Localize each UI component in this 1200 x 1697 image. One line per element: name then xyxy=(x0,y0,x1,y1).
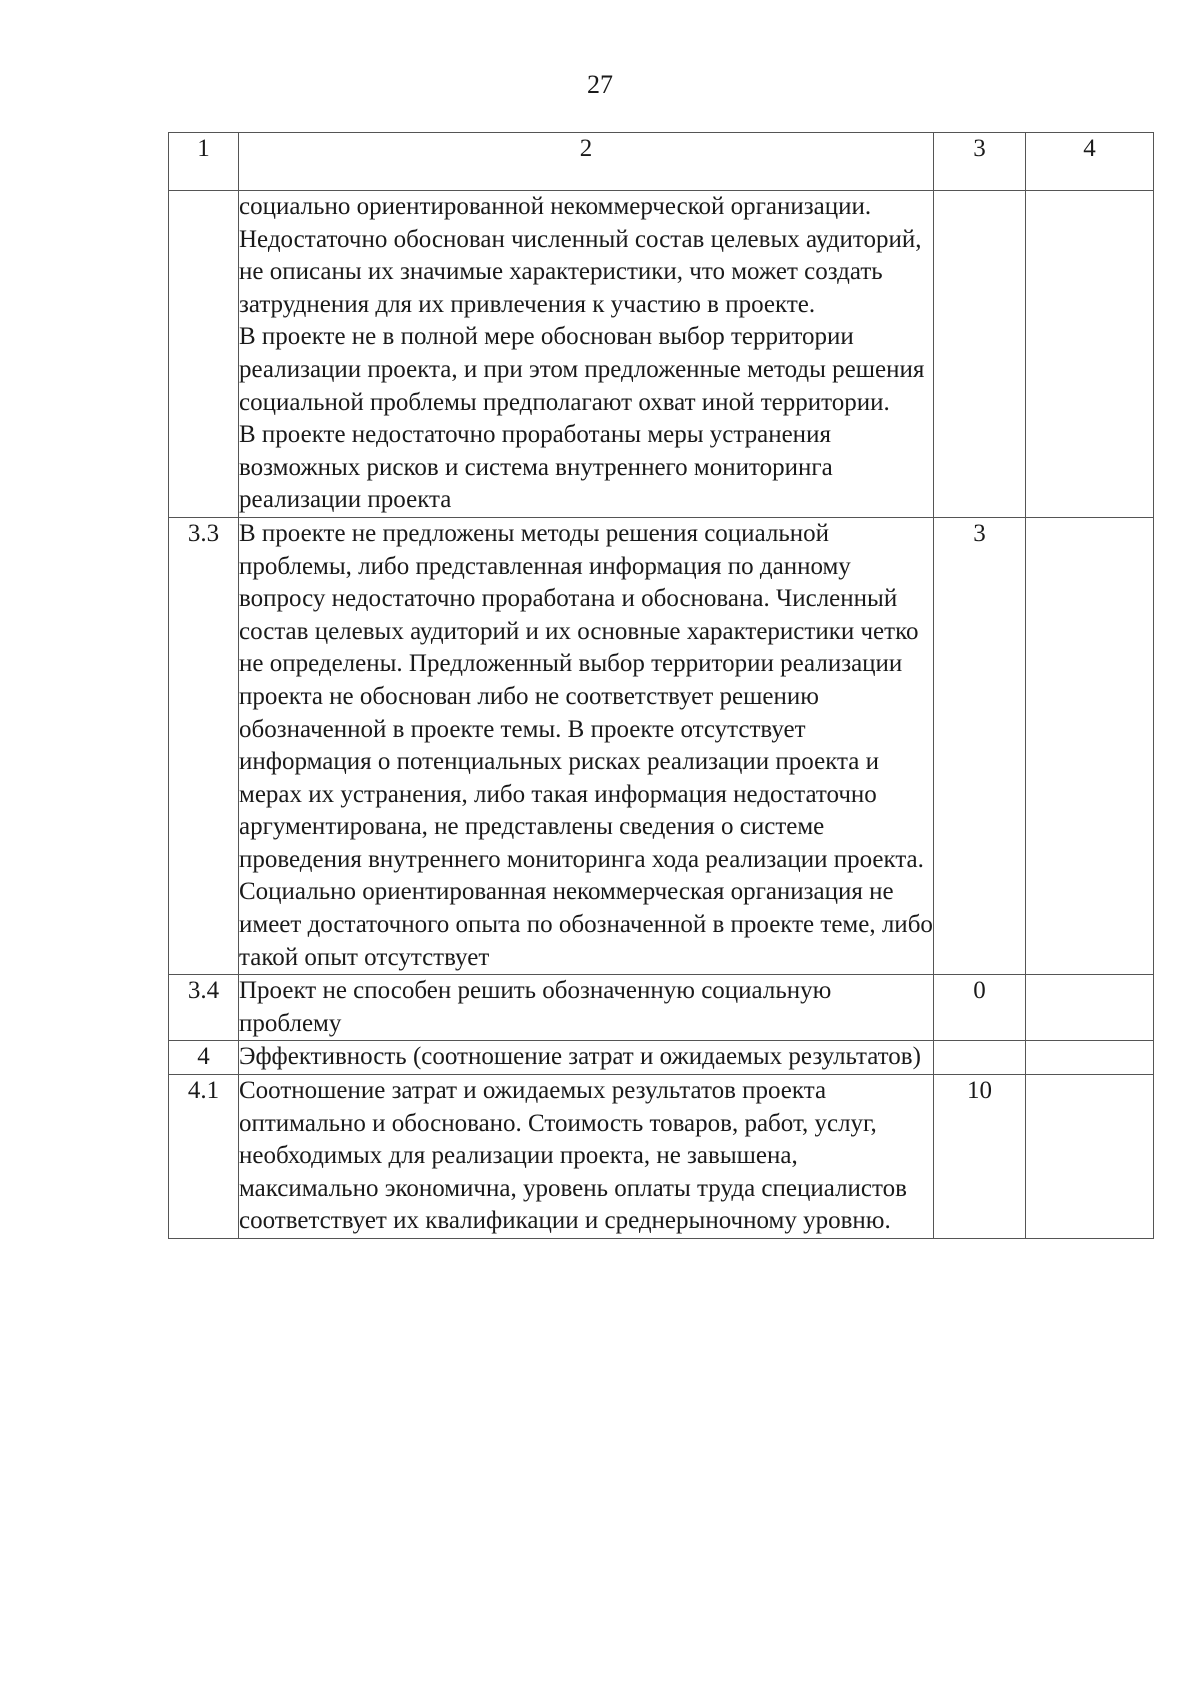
header-cell-3: 3 xyxy=(934,133,1026,191)
table-row xyxy=(169,1041,1154,1075)
row-number: 4.1 xyxy=(169,1075,239,1239)
row-description xyxy=(239,517,934,974)
row-col4 xyxy=(1026,191,1154,518)
row-description xyxy=(239,975,934,1041)
table-header-row xyxy=(169,133,1154,191)
table-row xyxy=(169,975,1154,1041)
row-col4 xyxy=(1026,517,1154,974)
table-row xyxy=(169,1075,1154,1239)
row-score: 3 xyxy=(934,517,1026,974)
description-paragraph: Социально ориентированная некоммерческая организация не имеет достаточного опыта по обозначенной в проекте теме, либо такой опыт отсутствует xyxy=(239,878,933,971)
header-cell-4: 4 xyxy=(1026,133,1154,191)
row-description xyxy=(239,1075,934,1239)
description-paragraph: В проекте не в полной мере обоснован выбор территории реализации проекта, и при этом предложенные методы решения социальной проблемы предполагают охват иной территории. xyxy=(239,323,925,416)
header-cell-2: 2 xyxy=(239,133,934,191)
criteria-table xyxy=(168,132,1154,1239)
description-paragraph: В проекте не предложены методы решения социальной проблемы, либо представленная информация по данному вопросу недостаточно проработана и обоснована. Численный состав целевых аудиторий и их основные характеристики четко не определены. Предложенный выбор территории реализации проекта не обоснован либо не соответствует решению обозначенной в проекте темы. В проекте отсутствует информация о потенциальных рисках реализации проекта и мерах их устранения, либо такая информация недостаточно аргументирована, не представлены сведения о системе проведения внутреннего мониторинга хода реализации проекта. xyxy=(239,519,924,873)
row-col4 xyxy=(1026,1041,1154,1075)
description-paragraph: Проект не способен решить обозначенную социальную проблему xyxy=(239,977,832,1037)
row-score: 10 xyxy=(934,1075,1026,1239)
table-row xyxy=(169,517,1154,974)
row-col4 xyxy=(1026,1075,1154,1239)
row-description xyxy=(239,191,934,518)
row-number xyxy=(169,191,239,518)
description-paragraph: социально ориентированной некоммерческой организации. Недостаточно обоснован численный состав целевых аудиторий, не описаны их значимые характеристики, что может создать затруднения для их привлечения к участию в проекте. xyxy=(239,193,922,318)
row-score xyxy=(934,191,1026,518)
row-description xyxy=(239,1041,934,1075)
table-row xyxy=(169,191,1154,518)
header-cell-1: 1 xyxy=(169,133,239,191)
row-number: 4 xyxy=(169,1041,239,1075)
row-score: 0 xyxy=(934,975,1026,1041)
description-paragraph: В проекте недостаточно проработаны меры устранения возможных рисков и система внутреннего мониторинга реализации проекта xyxy=(239,421,833,514)
page-number: 27 xyxy=(587,70,613,99)
description-paragraph: Соотношение затрат и ожидаемых результатов проекта оптимально и обосновано. Стоимость товаров, работ, услуг, необходимых для реализации проекта, не завышена, максимально экономична, уровень оплаты труда специалистов соответствует их квалификации и среднерыночному уровню. xyxy=(239,1077,907,1235)
row-number: 3.3 xyxy=(169,517,239,974)
description-paragraph: Эффективность (соотношение затрат и ожидаемых результатов) xyxy=(239,1043,921,1071)
row-number: 3.4 xyxy=(169,975,239,1041)
row-col4 xyxy=(1026,975,1154,1041)
row-score xyxy=(934,1041,1026,1075)
